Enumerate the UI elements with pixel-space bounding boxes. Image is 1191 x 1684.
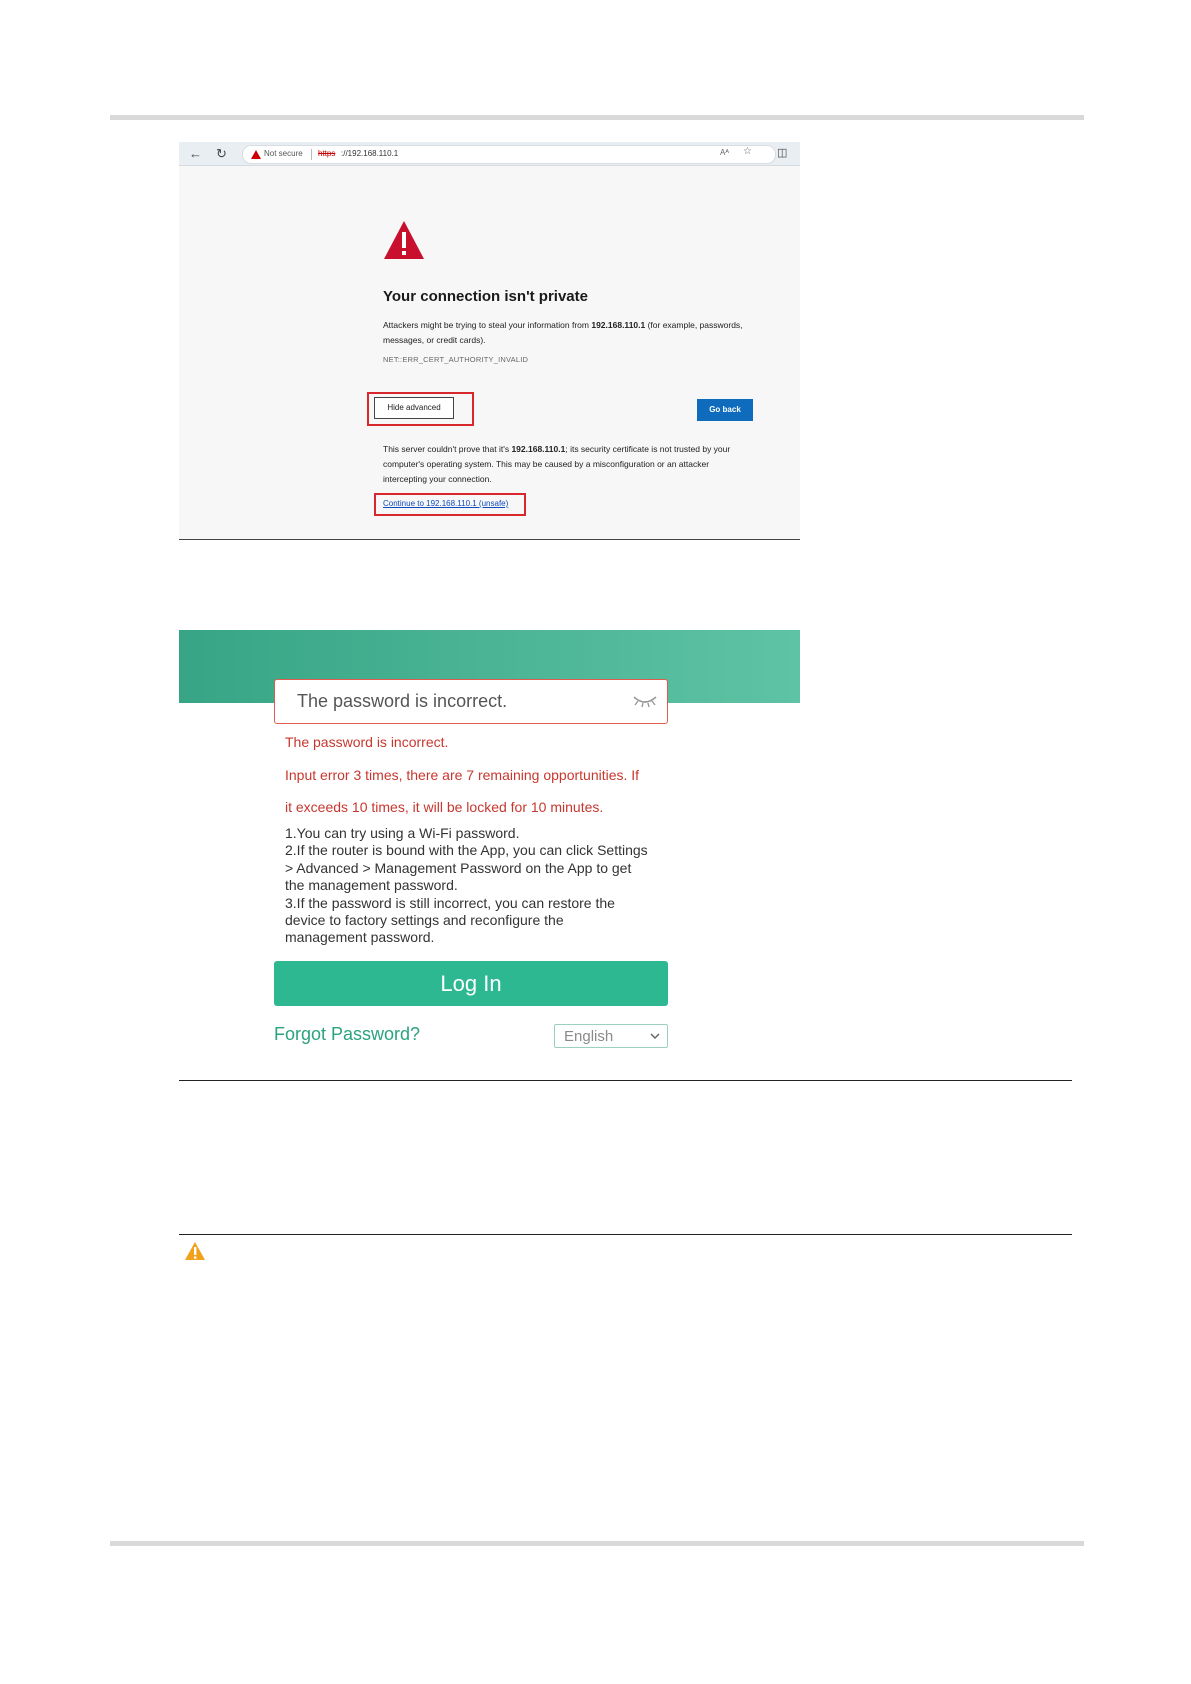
warning-icon bbox=[383, 220, 425, 260]
continue-unsafe-link[interactable]: Continue to 192.168.110.1 (unsafe) bbox=[383, 499, 509, 508]
password-field[interactable] bbox=[274, 679, 668, 724]
hide-password-icon[interactable] bbox=[633, 694, 657, 708]
back-arrow-icon[interactable]: ← bbox=[189, 146, 202, 161]
go-back-button[interactable]: Go back bbox=[697, 399, 753, 421]
chevron-down-icon bbox=[649, 1029, 661, 1043]
not-secure-label: Not secure bbox=[264, 149, 303, 158]
tip-line: 2.If the router is bound with the App, you can click Settings bbox=[285, 842, 648, 859]
language-select[interactable] bbox=[554, 1024, 668, 1048]
tip-line: > Advanced > Management Password on the App to get bbox=[285, 859, 632, 876]
password-tips bbox=[285, 825, 685, 947]
error-message: The password is incorrect. bbox=[285, 734, 449, 750]
split-screen-icon[interactable]: ◫ bbox=[777, 147, 788, 159]
browser-toolbar bbox=[179, 142, 800, 166]
read-aloud-icon[interactable]: Aᴬ bbox=[720, 148, 729, 157]
warning-triangle-icon bbox=[251, 150, 261, 159]
favorite-icon[interactable]: ☆ bbox=[743, 146, 752, 157]
caution-icon bbox=[184, 1241, 206, 1261]
login-button[interactable]: Log In bbox=[274, 961, 668, 1006]
warning-title: Your connection isn't private bbox=[383, 288, 588, 305]
footer-rule bbox=[110, 1541, 1084, 1546]
tip-line: 3.If the password is still incorrect, you can restore the bbox=[285, 894, 615, 911]
tip-line: 1.You can try using a Wi-Fi password. bbox=[285, 825, 520, 841]
refresh-icon[interactable]: ↻ bbox=[216, 146, 227, 161]
password-value: The password is incorrect. bbox=[297, 691, 508, 711]
address-bar[interactable] bbox=[242, 145, 776, 164]
error-code: NET::ERR_CERT_AUTHORITY_INVALID bbox=[383, 355, 529, 364]
advanced-detail: This server couldn't prove that it's 192.168.110.1; its security certificate is not trusted by your computer's operating system. This may be caused by a misconfiguration or an attacker intercepting your connection. bbox=[383, 444, 731, 484]
tip-line: device to factory settings and reconfigure the bbox=[285, 912, 564, 929]
warning-body: Attackers might be trying to steal your information from 192.168.110.1 (for example, passwords, messages, or credit cards). bbox=[383, 320, 743, 345]
browser-warning-screenshot bbox=[179, 142, 800, 540]
url-host: ://192.168.110.1 bbox=[341, 149, 399, 158]
tip-line: management password. bbox=[285, 929, 435, 946]
header-rule bbox=[110, 115, 1084, 120]
address-divider bbox=[311, 149, 312, 160]
hide-advanced-button[interactable]: Hide advanced bbox=[374, 397, 454, 419]
url-protocol: https bbox=[318, 149, 336, 158]
error-message: it exceeds 10 times, it will be locked for 10 minutes. bbox=[285, 799, 604, 815]
language-value: English bbox=[564, 1028, 614, 1045]
forgot-password-link[interactable]: Forgot Password? bbox=[274, 1024, 421, 1044]
error-message: Input error 3 times, there are 7 remaining opportunities. If bbox=[285, 767, 640, 783]
tip-line: the management password. bbox=[285, 877, 458, 894]
caution-divider bbox=[179, 1234, 1072, 1235]
section-divider bbox=[179, 1080, 1072, 1081]
